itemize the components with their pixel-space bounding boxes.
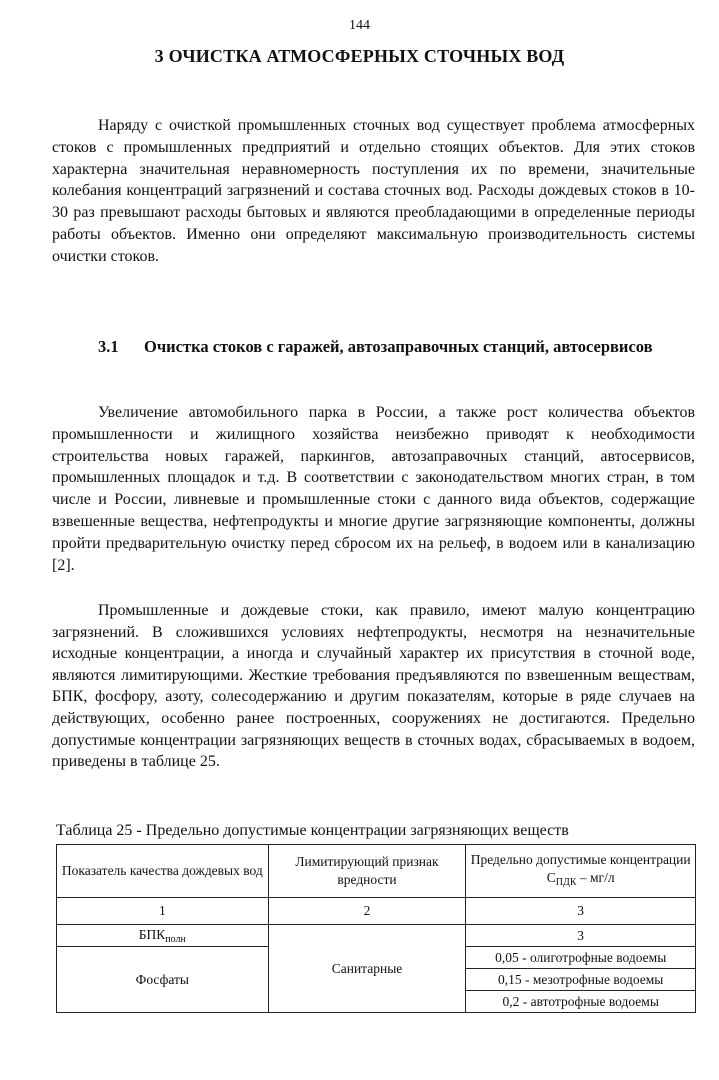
chapter-title: 3 ОЧИСТКА АТМОСФЕРНЫХ СТОЧНЫХ ВОД xyxy=(154,46,565,66)
column-number: 1 xyxy=(57,898,269,925)
intro-paragraph: Наряду с очисткой промышленных сточных вод существует проблема атмосферных стоков с промышленных предприятий и отдельно стоящих объектов. Для этих стоков характерна значительная неравномерность поступления их по времени, значительные колебания концентраций загрязнений и состава сточных вод. Расходы дождевых стоков в 10-30 раз превышают расходы бытовых и являются преобладающими в определенные периоды работы объектов. Именно они определяют максимальную производительность системы очистки стоков. xyxy=(52,117,695,265)
section-heading xyxy=(52,336,695,358)
phosphate-value: 0,05 - олиготрофные водоемы xyxy=(466,947,696,969)
header-harm-sign: Лимитирующий признак вредности xyxy=(268,845,466,898)
table-header-row xyxy=(57,845,696,898)
page-number: 144 xyxy=(349,18,370,33)
row-phosphate-label: Фосфаты xyxy=(57,947,269,1013)
bpk-value: 3 xyxy=(466,925,696,947)
pdk-table xyxy=(56,844,696,1013)
section-number: 3.1 xyxy=(98,337,119,356)
phosphate-value: 0,15 - мезотрофные водоемы xyxy=(466,969,696,991)
harm-sign-cell: Санитарные xyxy=(268,925,466,1013)
bpk-text: БПК xyxy=(138,926,166,942)
paragraph-3: Промышленные и дождевые стоки, как правило, имеют малую концентрацию загрязнений. В сложившихся условиях нефтепродукты, несмотря на незначительные исходные концентрации, а иногда и случайный характер их присутствия в сточной воде, являются лимитирующими. Жесткие требования предъявляются по взвешенным веществам, БПК, фосфору, азоту, солесодержанию и другим показателям, которые в ряде случаев на действующих, особенно ранее построенных, сооружениях не достигаются. Предельно допустимые концентрации загрязняющих веществ в сточных водах, сбрасываемых в водоем, приведены в таблице 25. xyxy=(52,602,695,771)
header-pdk-unit: – мг/л xyxy=(576,869,615,885)
table-number-row xyxy=(57,898,696,925)
header-pdk-text: Предельно допустимые концентрации С xyxy=(470,851,691,885)
paragraph-2: Увеличение автомобильного парка в России, а также рост количества объектов промышленности и жилищного хозяйства неизбежно приводят к необходимости строительства новых гаражей, паркингов, автозаправочных станций, автосервисов, промышленных площадок и т.д. В соответствии с законодательством многих стран, в том числе и России, ливневые и промышленные стоки с данного вида объектов, содержащие взвешенные вещества, нефтепродукты и многие другие загрязняющие компоненты, должны пройти предварительную очистку перед сбросом их на рельеф, в водоем или в канализацию [2]. xyxy=(52,404,695,574)
header-pdk xyxy=(466,845,696,898)
column-number: 3 xyxy=(466,898,696,925)
header-indicator: Показатель качества дождевых вод xyxy=(57,845,269,898)
phosphate-value: 0,2 - автотрофные водоемы xyxy=(466,991,696,1013)
column-number: 2 xyxy=(268,898,466,925)
bpk-sub: полн xyxy=(165,933,186,945)
table-caption: Таблица 25 - Предельно допустимые концентрации загрязняющих веществ xyxy=(56,822,569,839)
row-bpk-label xyxy=(57,925,269,947)
table-row xyxy=(57,925,696,947)
header-pdk-sub: ПДК xyxy=(555,876,577,888)
section-title: Очистка стоков с гаражей, автозаправочных станций, автосервисов xyxy=(144,337,653,356)
